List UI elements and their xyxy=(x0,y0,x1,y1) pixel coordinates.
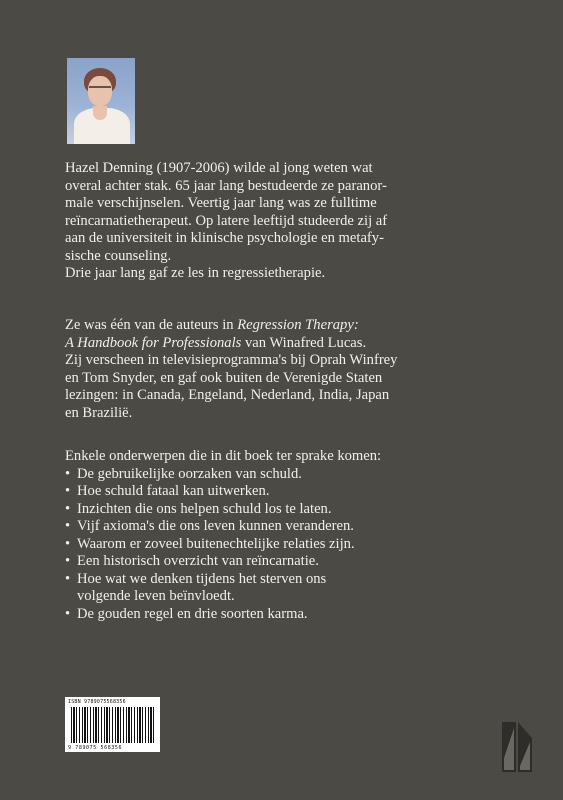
bullet-icon: • xyxy=(65,483,71,499)
barcode-bars xyxy=(71,707,155,743)
list-item xyxy=(65,466,515,484)
publisher-logo-icon xyxy=(500,718,534,776)
topics-intro: Enkele onderwerpen die in dit boek ter sprake komen: xyxy=(65,448,382,464)
book-title-line2: A Handbook for Professionals xyxy=(65,334,242,351)
list-item xyxy=(65,518,515,536)
bullet-icon: • xyxy=(65,605,71,622)
author-photo xyxy=(67,58,135,144)
isbn-label: ISBN 9789075568356 xyxy=(68,699,126,705)
works-rest: Zij verscheen in televisieprogramma's bij Oprah Winfrey en Tom Snyder, en gaf ook buiten de Verenigde Staten lezingen: in Canada, Engeland, Nederland, India, Japan en Brazilië. xyxy=(65,352,398,421)
bullet-icon: • xyxy=(65,570,71,587)
isbn-digits: 9 789075 568356 xyxy=(68,745,123,751)
bullet-icon: • xyxy=(65,553,71,569)
topic-text: Waarom er zoveel buitenechtelijke relaties zijn. xyxy=(77,535,355,552)
list-item xyxy=(65,483,515,501)
list-item xyxy=(65,553,515,571)
isbn-barcode xyxy=(65,697,160,752)
topic-text: De gouden regel en drie soorten karma. xyxy=(77,605,308,622)
topic-text: De gebruikelijke oorzaken van schuld. xyxy=(77,465,302,482)
list-item xyxy=(65,536,515,554)
topic-text: Een historisch overzicht van reïncarnatie. xyxy=(77,553,319,569)
topic-text: Vijf axioma's die ons leven kunnen veranderen. xyxy=(77,518,354,534)
topic-text: Inzichten die ons helpen schuld los te laten. xyxy=(77,500,332,517)
topic-text: Hoe schuld fataal kan uitwerken. xyxy=(77,483,270,499)
bullet-icon: • xyxy=(65,500,71,517)
list-item xyxy=(65,571,515,606)
topics-section xyxy=(65,448,515,623)
works-suffix: van Winafred Lucas. xyxy=(241,334,367,351)
list-item xyxy=(65,606,515,624)
topics-list xyxy=(65,466,515,624)
author-bio xyxy=(65,160,515,283)
list-item xyxy=(65,501,515,519)
book-title-line1: Regression Therapy: xyxy=(237,317,359,333)
works-prefix: Ze was één van de auteurs in xyxy=(65,317,238,333)
author-works xyxy=(65,317,515,422)
bullet-icon: • xyxy=(65,518,71,534)
bio-paragraph: Hazel Denning (1907-2006) wilde al jong weten wat overal achter stak. 65 jaar lang bestudeerde ze paranor- male verschijnselen. Veertig jaar lang was ze fulltime reïncarnatietherapeut. Op latere leeftijd studeerde zij af aan de universiteit in klinische psychologie en metafy- sische counseling. Drie jaar lang gaf ze les in regressietherapie. xyxy=(65,160,388,281)
topic-text: Hoe wat we denken tijdens het sterven ons volgende leven beïnvloedt. xyxy=(77,570,327,604)
bullet-icon: • xyxy=(65,465,71,482)
works-intro xyxy=(65,317,515,352)
bullet-icon: • xyxy=(65,535,71,552)
